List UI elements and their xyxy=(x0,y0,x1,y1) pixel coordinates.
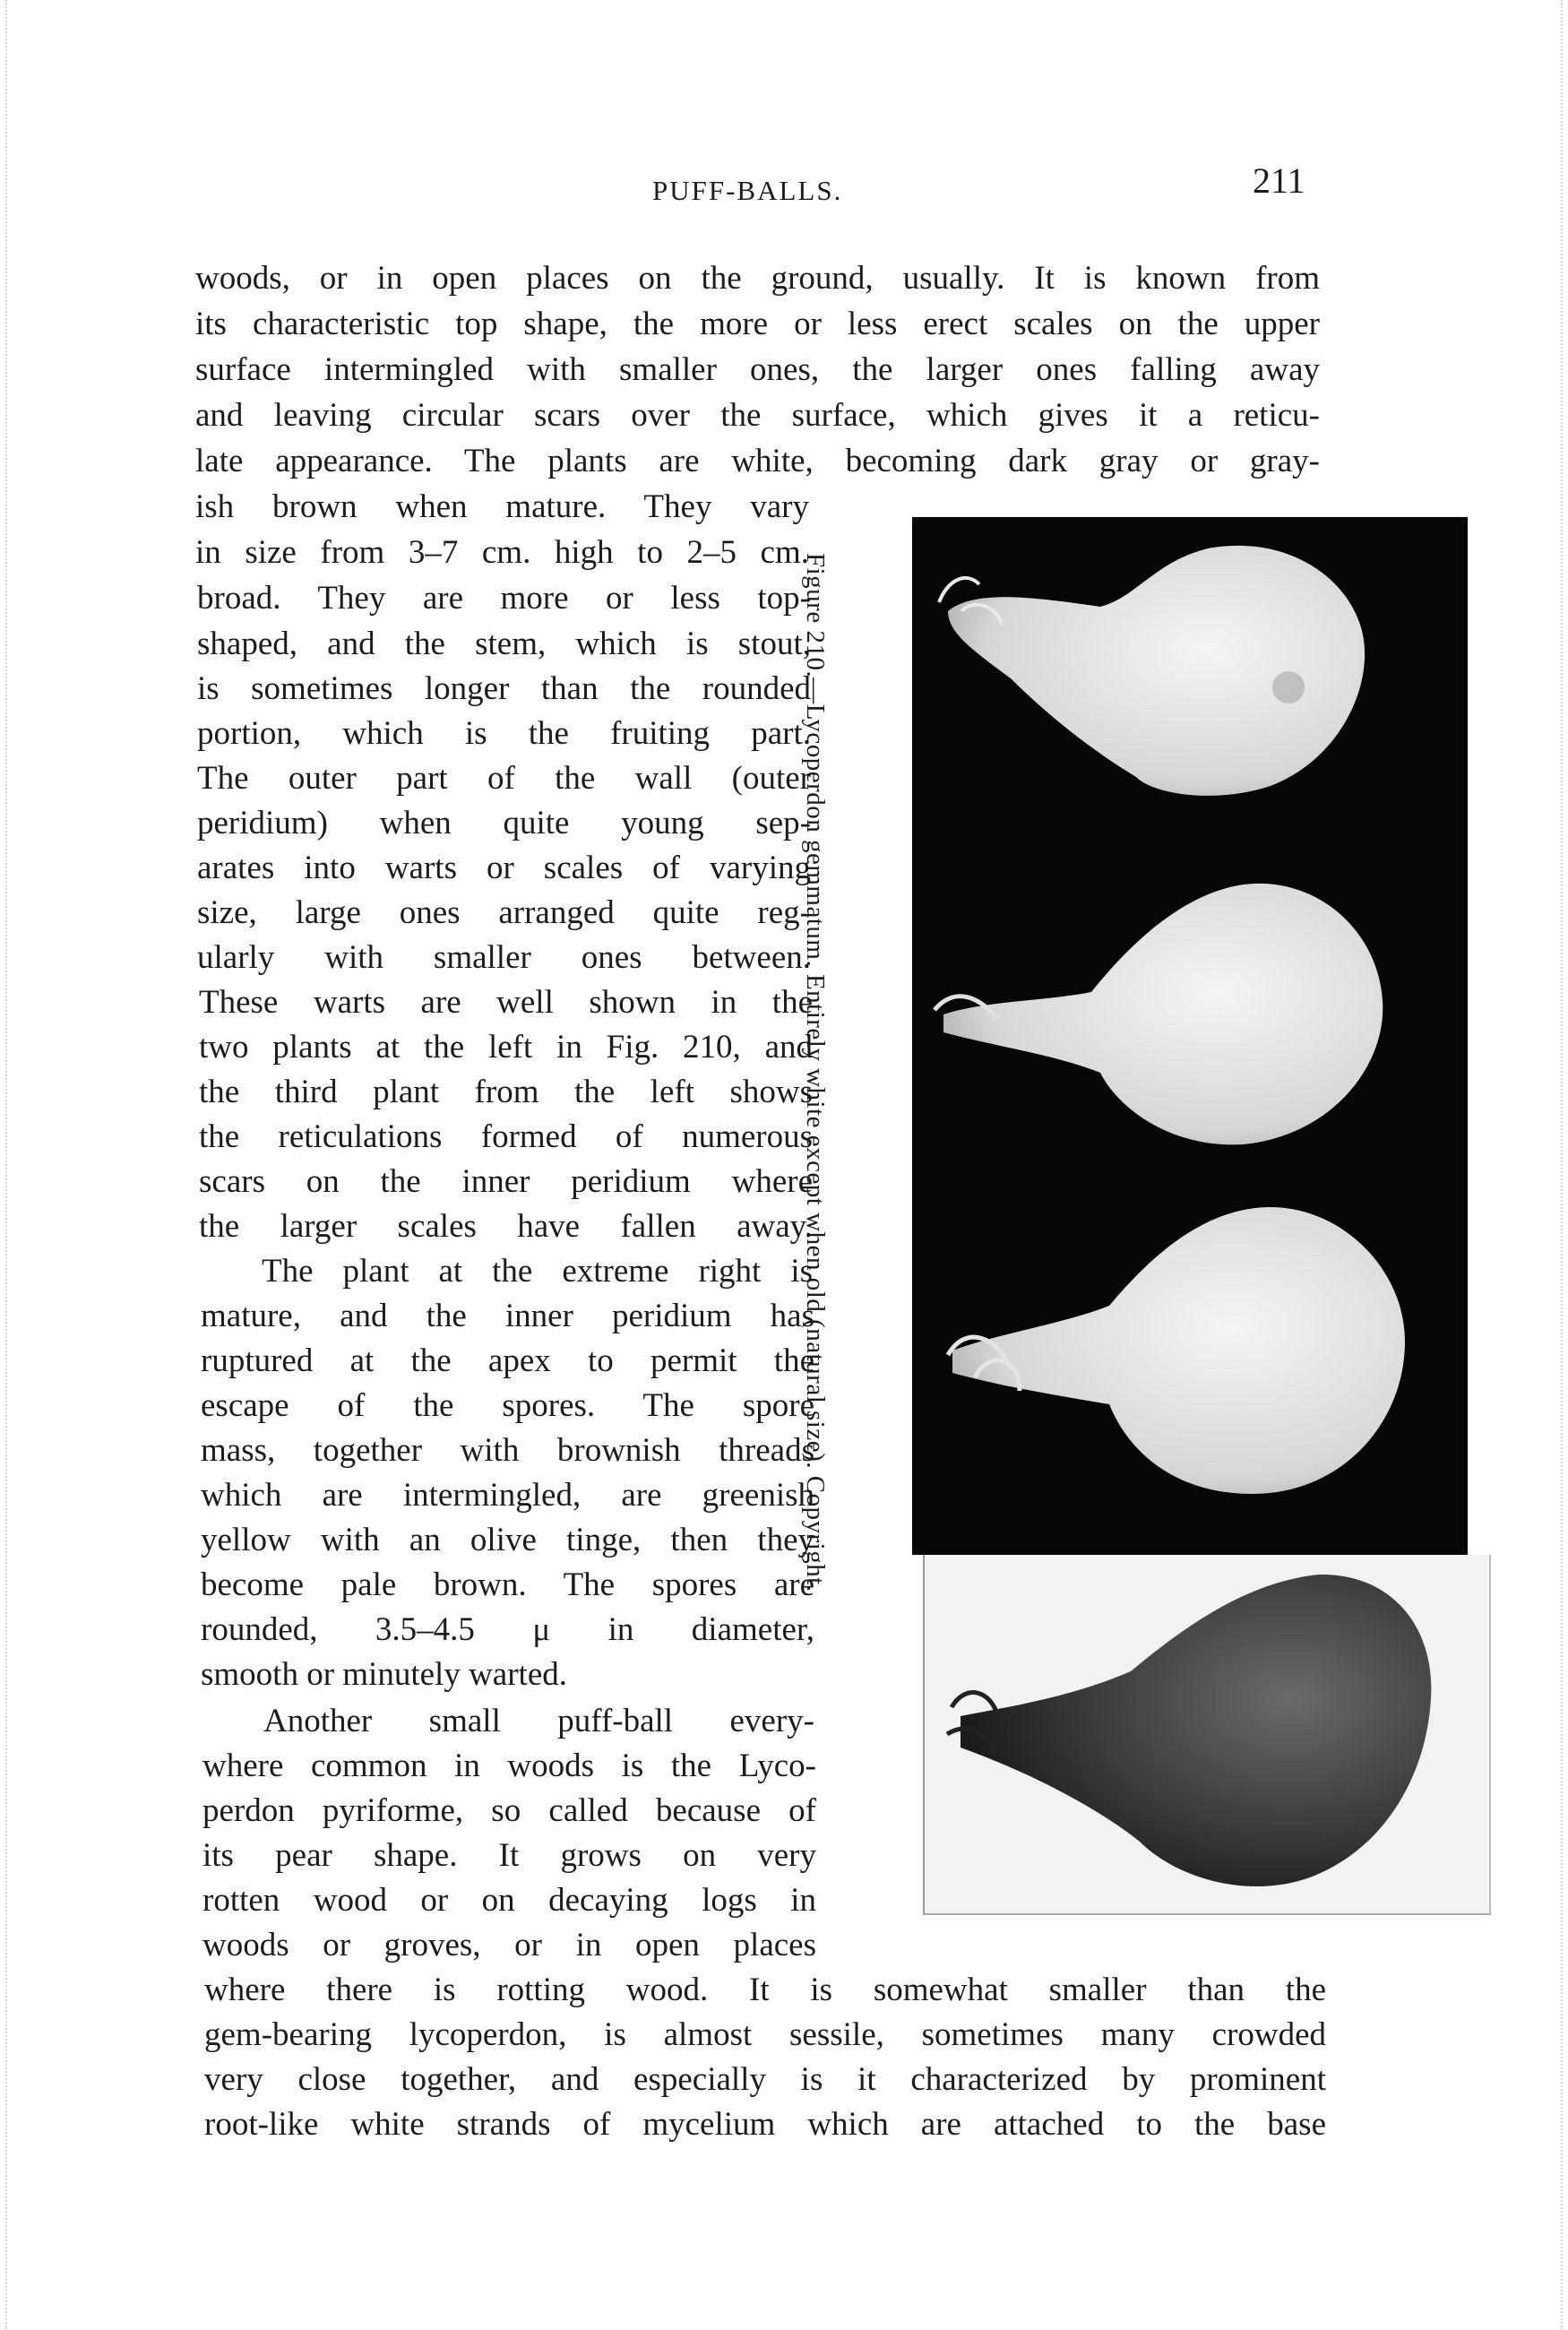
left-page-edge xyxy=(5,0,7,2330)
text-line: woods or groves, or in open places xyxy=(202,1927,816,1963)
text-line: size, large ones arranged quite reg- xyxy=(197,894,811,931)
figure-photograph xyxy=(912,517,1468,1555)
puffball-photo xyxy=(912,517,1468,1555)
plant-1-young-warted xyxy=(939,546,1365,796)
text-line: ularly with smaller ones between. xyxy=(197,939,811,976)
text-line: rotten wood or on decaying logs in xyxy=(202,1882,816,1919)
text-line: The plant at the extreme right is xyxy=(262,1253,813,1290)
text-line: its pear shape. It grows on very xyxy=(202,1837,816,1874)
text-line: peridium) when quite young sep- xyxy=(197,805,811,841)
text-line: which are intermingled, are greenish xyxy=(201,1477,814,1514)
text-line: perdon pyriforme, so called because of xyxy=(202,1792,816,1829)
figure-photograph-bottom xyxy=(923,1555,1491,1915)
text-line: late appearance. The plants are white, becoming dark gray or gray- xyxy=(195,443,1320,479)
plant-3-reticulated xyxy=(948,1207,1405,1494)
text-line: rounded, 3.5–4.5 μ in diameter, xyxy=(201,1611,814,1648)
running-title: PUFF-BALLS. xyxy=(652,175,843,206)
text-line: smooth or minutely warted. xyxy=(201,1656,567,1693)
text-line: in size from 3–7 cm. high to 2–5 cm. xyxy=(195,534,809,571)
puffball-mature-photo xyxy=(925,1555,1489,1913)
text-line: escape of the spores. The spore xyxy=(201,1387,814,1424)
text-line: scars on the inner peridium where xyxy=(199,1163,813,1200)
text-line: is sometimes longer than the rounded xyxy=(197,670,811,707)
text-line: and leaving circular scars over the surface, which gives it a reticu- xyxy=(195,397,1320,434)
text-line: the reticulations formed of numerous xyxy=(199,1118,813,1155)
page-number: 211 xyxy=(1253,160,1305,201)
text-line: become pale brown. The spores are xyxy=(201,1566,814,1603)
text-line: ruptured at the apex to permit the xyxy=(201,1342,814,1379)
plant-4-mature-ruptured xyxy=(947,1575,1431,1886)
text-line: surface intermingled with smaller ones, the larger ones falling away xyxy=(195,351,1320,388)
right-page-edge xyxy=(1561,0,1563,2330)
text-line: root-like white strands of mycelium which are attached to the base xyxy=(204,2106,1326,2143)
text-line: ish brown when mature. They vary xyxy=(195,488,809,525)
text-line: the larger scales have fallen away. xyxy=(199,1208,813,1245)
text-line: broad. They are more or less top- xyxy=(197,580,811,617)
text-line: shaped, and the stem, which is stout, xyxy=(197,626,811,662)
text-line: where there is rotting wood. It is somewhat smaller than the xyxy=(204,1972,1326,2008)
figure-caption: Figure 210.—Lycoperdon gemmatum. Entirely white except when old (natural size). Copyright. xyxy=(801,553,830,1592)
text-line: yellow with an olive tinge, then they xyxy=(201,1522,814,1558)
text-line: These warts are well shown in the xyxy=(199,984,813,1021)
text-line: where common in woods is the Lyco- xyxy=(202,1748,816,1784)
text-line: mass, together with brownish threads xyxy=(201,1432,814,1469)
text-line: Another small puff-ball every- xyxy=(263,1703,814,1739)
text-line: very close together, and especially is it characterized by prominent xyxy=(204,2061,1326,2098)
text-line: mature, and the inner peridium has xyxy=(201,1298,814,1334)
text-line: portion, which is the fruiting part. xyxy=(197,715,811,752)
text-line: arates into warts or scales of varying xyxy=(197,850,811,886)
text-line: its characteristic top shape, the more or less erect scales on the upper xyxy=(195,306,1320,342)
text-line: two plants at the left in Fig. 210, and xyxy=(199,1029,813,1066)
text-line: woods, or in open places on the ground, usually. It is known from xyxy=(195,260,1320,297)
text-line: gem-bearing lycoperdon, is almost sessile, sometimes many crowded xyxy=(204,2016,1326,2053)
plant-2-warted xyxy=(935,884,1383,1144)
text-line: The outer part of the wall (outer xyxy=(197,760,811,797)
text-line: the third plant from the left shows xyxy=(199,1074,813,1110)
